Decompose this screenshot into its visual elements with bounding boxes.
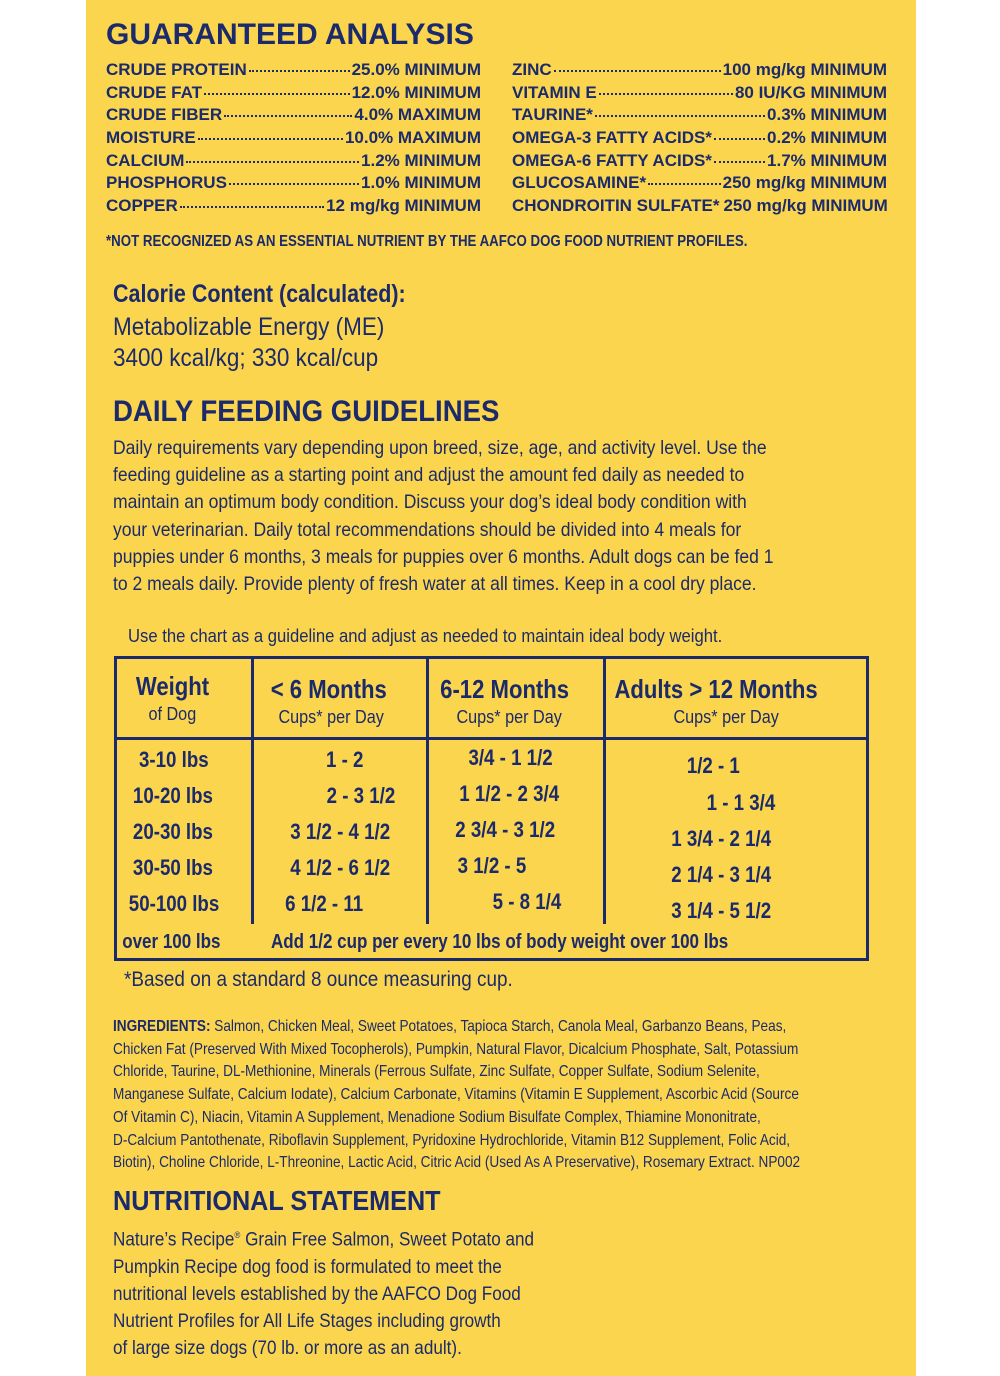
nutrient-name: TAURINE* (512, 105, 593, 125)
ingredients-line: Manganese Sulfate, Calcium Iodate), Calcium Carbonate, Vitamins (Vitamin E Supplement, Ascorbic Acid (Source (113, 1086, 799, 1104)
dot-leader (198, 138, 343, 140)
nutrient-name: COPPER (106, 196, 178, 216)
nutrient-value: 1.2% MINIMUM (361, 150, 481, 170)
column-divider (603, 659, 606, 924)
analysis-row (512, 128, 887, 151)
nutrient-name: CRUDE FIBER (106, 105, 223, 125)
chart-guideline-note: Use the chart as a guideline and adjust as needed to maintain ideal body weight. (128, 625, 723, 646)
weight-cell: over 100 lbs (122, 931, 221, 953)
nutrient-name: GLUCOSAMINE* (512, 173, 647, 193)
dot-leader (554, 70, 721, 72)
feeding-title: DAILY FEEDING GUIDELINES (113, 395, 500, 428)
nutrient-name: CHONDROITIN SULFATE* (512, 196, 720, 216)
header-weight-sub: of Dog (148, 704, 197, 724)
nutritional-line: Nutrient Profiles for All Life Stages including growth (113, 1310, 501, 1332)
dot-leader (648, 183, 721, 185)
analysis-row (106, 128, 481, 151)
ingredients-text: Salmon, Chicken Meal, Sweet Potatoes, Tapioca Starch, Canola Meal, Garbanzo Beans, Peas, (210, 1018, 787, 1035)
adult-cell: 1 3/4 - 2 1/4 (671, 826, 772, 851)
nutrient-value: 1.0% MINIMUM (361, 173, 481, 193)
nutrient-value: 1.7% MINIMUM (767, 150, 887, 170)
analysis-row (106, 151, 481, 174)
header-under-6-months: < 6 Months (270, 674, 387, 704)
nutrient-name: OMEGA-6 FATTY ACIDS* (512, 150, 712, 170)
nutrient-value: 100 mg/kg MINIMUM (722, 60, 887, 79)
column-divider (426, 659, 429, 924)
header-adults-sub: Cups* per Day (673, 707, 779, 727)
feeding-line: to 2 meals daily. Provide plenty of fresh water at all times. Keep in a cool dry place. (113, 573, 757, 596)
nutrient-value: 0.2% MINIMUM (767, 128, 887, 148)
nutrient-value: 4.0% MAXIMUM (354, 105, 481, 125)
analysis-column-left (106, 60, 481, 219)
ingredients-line: Of Vitamin C), Niacin, Vitamin A Supplement, Menadione Sodium Bisulfate Complex, Thiamine Mononitrate, (113, 1108, 761, 1126)
ingredients-line: Chicken Fat (Preserved With Mixed Tocopherols), Pumpkin, Natural Flavor, Dicalcium Phosphate, Salt, Potassium (113, 1040, 799, 1058)
weight-cell: 50-100 lbs (128, 891, 220, 916)
feeding-line: feeding guideline as a starting point and adjust the amount fed daily as needed to (113, 464, 745, 487)
dot-leader (714, 138, 765, 140)
header-divider (117, 737, 866, 740)
feeding-line: Daily requirements vary depending upon breed, size, age, and activity level. Use the (113, 437, 767, 459)
nutrient-value: 0.3% MINIMUM (767, 105, 887, 125)
measuring-cup-footnote: *Based on a standard 8 ounce measuring cup. (124, 968, 513, 991)
6-12-cell: 5 - 8 1/4 (492, 889, 562, 914)
adult-cell: 2 1/4 - 3 1/4 (671, 862, 772, 887)
calorie-title: Calorie Content (calculated): (113, 280, 406, 308)
nutrient-name: CALCIUM (106, 150, 185, 170)
nutrient-name: MOISTURE (106, 128, 196, 148)
header-6-12-months: 6-12 Months (440, 674, 570, 704)
6-12-cell: 3 1/2 - 5 (457, 853, 527, 878)
feeding-table (114, 656, 869, 961)
nutrient-value: 250 mg/kg MINIMUM (723, 196, 888, 216)
weight-cell: 3-10 lbs (139, 747, 209, 772)
feeding-line: puppies under 6 months, 3 meals for puppies over 6 months. Adult dogs can be fed 1 (113, 545, 774, 568)
analysis-row (512, 105, 887, 128)
nutrient-value: 12 mg/kg MINIMUM (326, 196, 481, 216)
6-12-cell: 2 3/4 - 3 1/2 (455, 817, 556, 842)
analysis-row (106, 60, 481, 83)
nutritional-line: nutritional levels established by the AAFCO Dog Food (113, 1283, 521, 1305)
ingredients-line: D-Calcium Pantothenate, Riboflavin Supplement, Pyridoxine Hydrochloride, Vitamin B12 Supplement, Folic Acid, (113, 1131, 791, 1149)
dot-leader (204, 93, 350, 95)
analysis-row (106, 173, 481, 196)
nutrient-value: 25.0% MINIMUM (351, 60, 481, 79)
analysis-row (512, 60, 887, 83)
nutrient-name: CRUDE FAT (106, 82, 203, 102)
analysis-column-right (512, 60, 887, 219)
feeding-line: maintain an optimum body condition. Discuss your dog’s ideal body condition with (113, 491, 747, 514)
nutrient-value: 80 IU/KG MINIMUM (734, 82, 887, 102)
over-100-instruction: Add 1/2 cup per every 10 lbs of body weight over 100 lbs (271, 931, 729, 953)
analysis-row (512, 173, 887, 196)
nutrient-name: PHOSPHORUS (106, 173, 227, 193)
dot-leader (224, 115, 352, 117)
column-divider (251, 659, 254, 924)
analysis-row (106, 83, 481, 106)
header-6-12-sub: Cups* per Day (456, 707, 562, 727)
analysis-row (512, 196, 887, 219)
nutrient-value: 12.0% MINIMUM (351, 82, 481, 102)
ingredients-block (113, 1016, 894, 1175)
adult-cell: 1 - 1 3/4 (706, 790, 776, 815)
analysis-row (512, 83, 887, 106)
nutritional-statement-paragraph (113, 1222, 581, 1362)
ingredients-label: INGREDIENTS: (113, 1018, 211, 1035)
ingredients-line: Biotin), Choline Chloride, L-Threonine, Lactic Acid, Citric Acid (Used As A Preservative), Rosemary Extract. NP002 (113, 1154, 801, 1172)
dot-leader (595, 115, 765, 117)
under-6-cell: 2 - 3 1/2 (326, 783, 396, 808)
feeding-line: your veterinarian. Daily total recommendations should be divided into 4 meals for (113, 518, 742, 541)
ingredients-line: Chloride, Taurine, DL-Methionine, Minerals (Ferrous Sulfate, Zinc Sulfate, Copper Sulfate, Sodium Selenite, (113, 1063, 760, 1081)
6-12-cell: 1 1/2 - 2 3/4 (459, 781, 560, 806)
calorie-line-1: Metabolizable Energy (ME) (113, 313, 385, 341)
weight-cell: 20-30 lbs (132, 819, 213, 844)
nutrient-name: ZINC (512, 60, 552, 79)
nutrient-name: VITAMIN E (512, 82, 597, 102)
header-weight: Weight (135, 671, 210, 701)
dot-leader (180, 206, 324, 208)
dot-leader (249, 70, 350, 72)
analysis-row (512, 151, 887, 174)
feeding-paragraph (113, 435, 893, 598)
adult-cell: 3 1/4 - 5 1/2 (671, 898, 772, 923)
nutritional-statement-title: NUTRITIONAL STATEMENT (113, 1185, 441, 1216)
guaranteed-analysis-title: GUARANTEED ANALYSIS (106, 18, 474, 51)
under-6-cell: 1 - 2 (325, 747, 364, 772)
dot-leader (714, 161, 765, 163)
nutrient-name: CRUDE PROTEIN (106, 60, 247, 79)
nutritional-line: Pumpkin Recipe dog food is formulated to meet the (113, 1256, 502, 1278)
under-6-cell: 6 1/2 - 11 (285, 891, 364, 916)
nutrient-value: 10.0% MAXIMUM (344, 128, 481, 148)
nutrient-name: OMEGA-3 FATTY ACIDS* (512, 128, 712, 148)
nutrient-value: 250 mg/kg MINIMUM (722, 173, 887, 193)
registered-mark: ® (234, 1230, 241, 1240)
under-6-cell: 4 1/2 - 6 1/2 (290, 855, 391, 880)
adult-cell: 1/2 - 1 (686, 753, 740, 778)
nutritional-line: Nature’s Recipe® Grain Free Salmon, Sweet Potato and (113, 1229, 535, 1251)
analysis-row (106, 105, 481, 128)
weight-cell: 10-20 lbs (132, 783, 213, 808)
header-under-6-sub: Cups* per Day (278, 707, 384, 727)
nutritional-line: of large size dogs (70 lb. or more as an adult). (113, 1338, 462, 1360)
6-12-cell: 3/4 - 1 1/2 (468, 745, 553, 770)
analysis-row (106, 196, 481, 219)
header-adults: Adults > 12 Months (614, 674, 818, 704)
weight-cell: 30-50 lbs (132, 855, 213, 880)
aafco-note: *NOT RECOGNIZED AS AN ESSENTIAL NUTRIENT BY THE AAFCO DOG FOOD NUTRIENT PROFILES. (106, 233, 748, 250)
dot-leader (229, 183, 359, 185)
under-6-cell: 3 1/2 - 4 1/2 (290, 819, 391, 844)
dot-leader (599, 93, 733, 95)
ingredients-line (113, 1016, 894, 1039)
dot-leader (186, 161, 359, 163)
calorie-line-2: 3400 kcal/kg; 330 kcal/cup (113, 344, 379, 372)
